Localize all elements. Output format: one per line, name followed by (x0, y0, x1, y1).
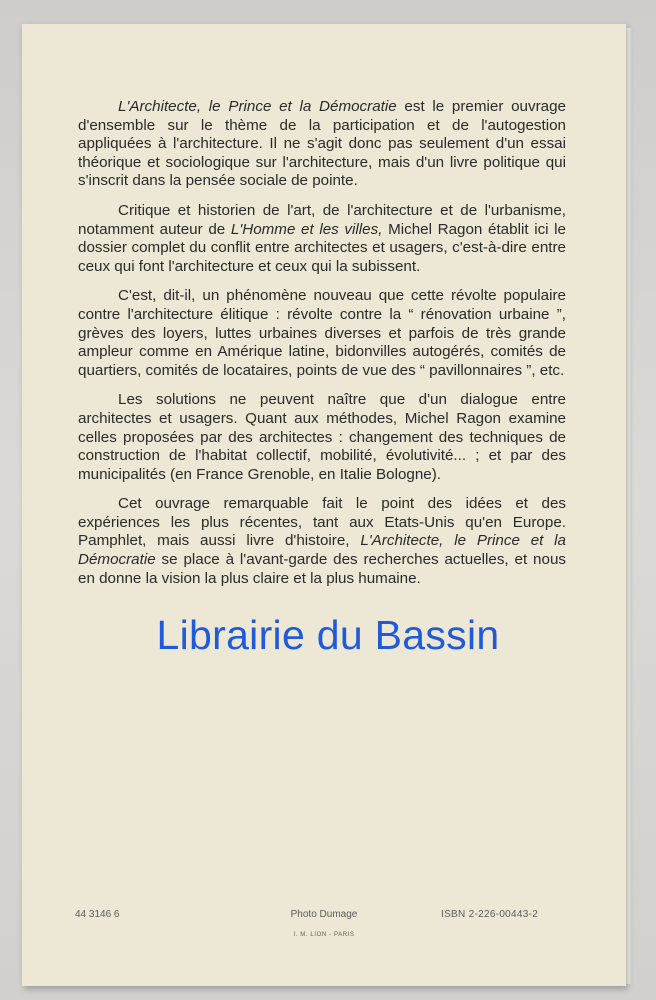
bookseller-watermark: Librairie du Bassin (156, 612, 500, 658)
paragraph-3 (78, 287, 566, 380)
paragraph-2 (78, 202, 566, 276)
cover-footer (22, 905, 626, 945)
paragraph-5-text-a: Cet ouvrage remarquable fait le point des idées et des expériences les plus récentes, tant aux Etats-Unis qu'en Europe. Pamphlet, mais aussi livre d'histoire, (78, 495, 566, 550)
paragraph-3-text: C'est, dit-il, un phénomène nouveau que cette révolte populaire contre l'architecture élitique : révolte contre la “ rénovation urbaine ”, grèves des loyers, luttes urbaines diverses et parfois de très grande ampleur comme en Amérique latine, bidonvilles autogérés, comités de quartiers, comités de locataires, points de vue des “ pavillonnaires ”, etc. (78, 287, 566, 379)
paragraph-2-text-b: Michel Ragon établit ici le dossier complet du conflit entre architectes et usagers, c'est-à-dire entre ceux qui font l'architecture et ceux qui la subissent. (78, 220, 567, 275)
catalog-reference: 44 3146 6 (75, 909, 120, 920)
paragraph-1-text: est le premier ouvrage d'ensemble sur le thème de la participation et de l'autogestion appliquées à l'architecture. Il ne s'agit donc pas seulement d'un essai théorique et sociologique sur l'architecture, mais d'un livre politique qui s'inscrit dans la pensée sociale de pointe. (78, 98, 566, 190)
blurb-text (78, 98, 566, 588)
paragraph-5 (78, 495, 566, 588)
paragraph-5-text-b: se place à l'avant-garde des recherches actuelles, et nous en donne la vision la plus claire et la plus humaine. (78, 551, 566, 587)
paragraph-1 (78, 98, 566, 191)
paragraph-2-text-a: Critique et historien de l'art, de l'architecture et de l'urbanisme, notamment auteur de (78, 201, 566, 238)
paragraph-4 (78, 391, 566, 484)
book-title-italic: L'Architecte, le Prince et la Démocratie (118, 98, 397, 115)
photo-credit: Photo Dumage (290, 909, 358, 920)
book-title-italic-repeat: L'Architecte, le Prince et la Démocratie (78, 532, 566, 569)
isbn-number: ISBN 2-226-00443-2 (441, 909, 539, 920)
earlier-work-title-italic: L'Homme et les villes, (230, 220, 383, 238)
paragraph-4-text: Les solutions ne peuvent naître que d'un dialogue entre architectes et usagers. Quant aux méthodes, Michel Ragon examine celles proposées par des architectes : changement des techniques de construction de l'habitat collectif, mobilité, évolutivité... ; et par des municipalités (en France Grenoble, en Italie Bologne). (78, 391, 566, 483)
publisher-imprint: I. M. LION - PARIS (293, 932, 355, 938)
